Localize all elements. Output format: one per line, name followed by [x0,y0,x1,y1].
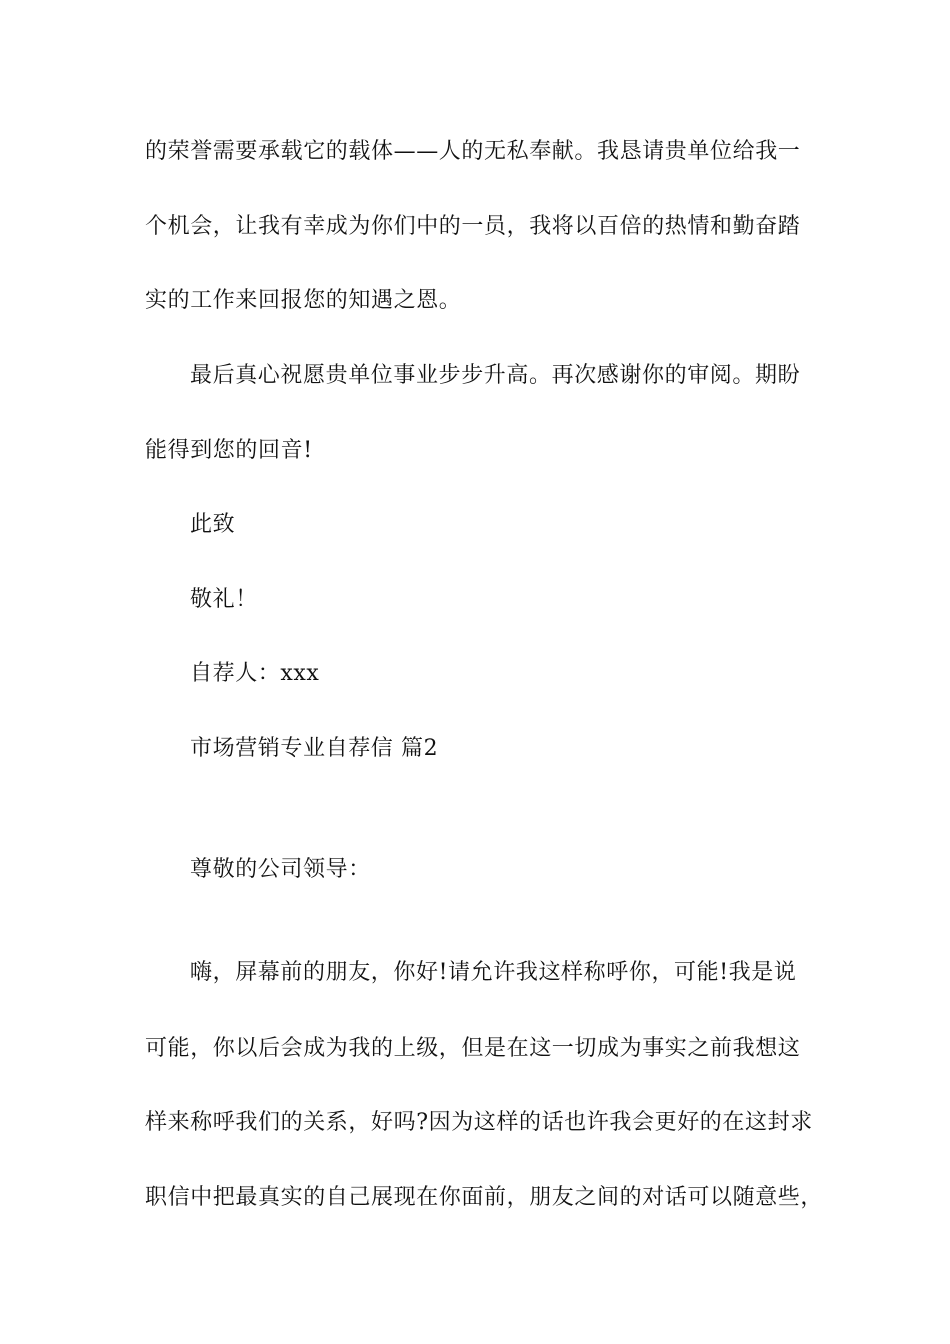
paragraph-line: 个机会，让我有幸成为你们中的一员，我将以百倍的热情和勤奋踏 [145,214,801,239]
paragraph-line: 实的工作来回报您的知遇之恩。 [145,288,462,313]
closing-regards: 敬礼！ [190,587,258,612]
paragraph-line: 最后真心祝愿贵单位事业步步升高。再次感谢你的审阅。期盼 [190,363,801,388]
closing-salutation: 此致 [190,512,236,537]
paragraph-line: 嗨，屏幕前的朋友，你好!请允许我这样称呼你，可能!我是说 [190,960,797,985]
paragraph-line: 的荣誉需要承载它的载体——人的无私奉献。我恳请贵单位给我一 [145,139,801,164]
paragraph-line: 可能，你以后会成为我的上级，但是在这一切成为事实之前我想这 [145,1036,801,1061]
paragraph-line: 能得到您的回音! [145,438,313,463]
signature-line: 自荐人：xxx [190,661,320,686]
greeting: 尊敬的公司领导： [190,857,371,882]
paragraph-line: 职信中把最真实的自己展现在你面前，朋友之间的对话可以随意些， [145,1185,824,1210]
paragraph-line: 样来称呼我们的关系，好吗?因为这样的话也许我会更好的在这封求 [145,1110,813,1135]
section-title: 市场营销专业自荐信 篇2 [190,736,439,761]
